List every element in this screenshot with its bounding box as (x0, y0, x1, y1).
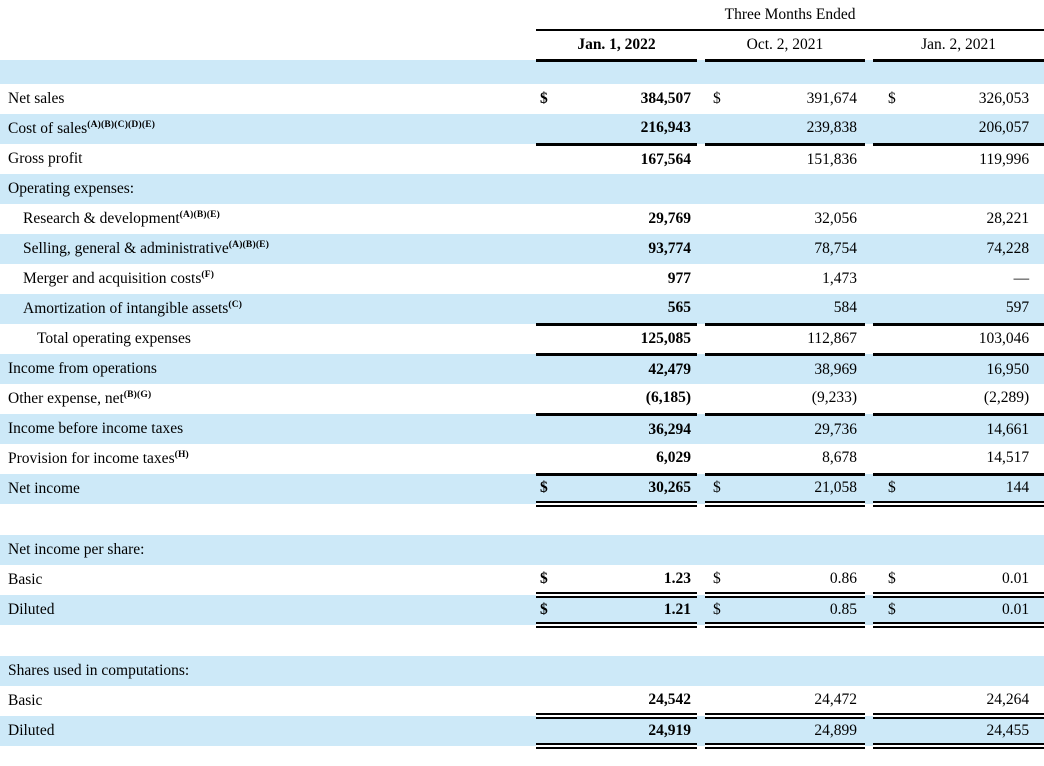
column-gap (865, 264, 873, 294)
currency-symbol-cell (705, 264, 731, 294)
table-row (0, 474, 1044, 504)
currency-symbol-cell: $ (540, 90, 548, 107)
cell-value: 144 (899, 474, 1044, 504)
row-label: Provision for income taxes (8, 450, 175, 467)
column-gap (865, 30, 873, 60)
row-label: Other expense, net (8, 390, 124, 407)
currency-symbol-cell (536, 444, 562, 474)
table-row (0, 174, 1044, 204)
cell-value: 42,479 (562, 354, 697, 384)
row-label-cell (0, 535, 536, 565)
column-gap (865, 60, 873, 84)
footnote-ref: (A)(B)(C)(D)(E) (87, 119, 156, 130)
column-gap (865, 234, 873, 264)
cell-value: 0.85 (731, 595, 865, 625)
cell-value: 29,769 (648, 210, 691, 227)
column-gap (697, 174, 705, 204)
column-gap (697, 30, 705, 60)
cell-value (731, 174, 865, 204)
currency-symbol-cell: $ (705, 474, 731, 504)
column-gap (865, 686, 873, 716)
period-header-row (0, 0, 1044, 30)
cell-value (899, 625, 1044, 656)
currency-symbol-cell (873, 535, 899, 565)
currency-symbol-cell (873, 144, 899, 174)
table-row (0, 144, 1044, 174)
cell-value (562, 535, 697, 565)
currency-symbol-cell (705, 716, 731, 746)
table-row (0, 535, 1044, 565)
currency-symbol-cell (873, 656, 899, 686)
row-label-cell (0, 144, 536, 174)
row-label: Operating expenses: (8, 180, 135, 197)
cell-value (899, 504, 1044, 535)
cell-value: — (1013, 270, 1030, 287)
column-header-jan-2-2021: Jan. 2, 2021 (873, 30, 1044, 60)
row-label-cell (0, 595, 536, 625)
cell-value (562, 504, 697, 535)
cell-value: 1,473 (822, 270, 857, 287)
cell-value: 1.23 (562, 565, 697, 595)
column-gap (697, 474, 705, 504)
row-label: Amortization of intangible assets (23, 300, 229, 317)
currency-symbol-cell: $ (713, 90, 721, 107)
currency-symbol-cell (705, 114, 731, 144)
column-gap (697, 354, 705, 384)
currency-symbol-cell: $ (705, 565, 731, 595)
cell-value: (9,233) (731, 384, 865, 414)
period-header: Three Months Ended (536, 0, 1044, 30)
table-row (0, 656, 1044, 686)
row-label-cell (0, 414, 536, 444)
column-gap (865, 474, 873, 504)
cell-value: 0.86 (731, 565, 865, 595)
column-header-oct-2-2021: Oct. 2, 2021 (705, 30, 865, 60)
table-row (0, 354, 1044, 384)
table-row (0, 444, 1044, 474)
cell-value: 74,228 (899, 234, 1044, 264)
column-gap (697, 535, 705, 565)
cell-value: 0.01 (899, 595, 1044, 625)
cell-value: 216,943 (562, 114, 697, 144)
currency-symbol-cell (705, 384, 731, 414)
column-gap (865, 384, 873, 414)
row-label-cell (0, 234, 536, 264)
cell-value: 8,678 (731, 444, 865, 474)
currency-symbol-cell (705, 354, 731, 384)
cell-value: 167,564 (640, 150, 691, 168)
cell-value: 103,046 (899, 324, 1044, 354)
currency-symbol-cell (536, 294, 562, 324)
table-row (0, 204, 1044, 234)
table-row (0, 84, 1044, 114)
currency-symbol-cell: $ (888, 90, 896, 107)
header-spacer-cell (0, 30, 536, 60)
spacer-row (0, 625, 1044, 656)
cell-value: 24,472 (731, 686, 865, 716)
column-gap (697, 565, 705, 595)
cell-value: 24,264 (899, 686, 1044, 716)
cell-value (899, 656, 1044, 686)
table-row (0, 234, 1044, 264)
currency-symbol-cell (536, 204, 562, 234)
row-label-cell (0, 60, 536, 84)
row-label-cell (0, 656, 536, 686)
column-gap (865, 444, 873, 474)
currency-symbol-cell (705, 294, 731, 324)
cell-value (562, 656, 697, 686)
currency-symbol-cell (873, 384, 899, 414)
currency-symbol-cell (873, 174, 899, 204)
table-row (0, 264, 1044, 294)
cell-value: 565 (562, 294, 697, 324)
currency-symbol-cell (873, 204, 899, 234)
column-gap (865, 535, 873, 565)
cell-value: 14,661 (899, 414, 1044, 444)
column-gap (865, 204, 873, 234)
table-row (0, 414, 1044, 444)
currency-symbol-cell (536, 625, 562, 656)
cell-value: 112,867 (731, 324, 865, 354)
column-gap (697, 504, 705, 535)
currency-symbol-cell (536, 504, 562, 535)
currency-symbol-cell (705, 686, 731, 716)
column-gap (697, 716, 705, 746)
row-label: Diluted (8, 601, 55, 618)
row-label: Net income (8, 480, 80, 497)
column-gap (865, 144, 873, 174)
column-gap (865, 354, 873, 384)
column-gap (697, 264, 705, 294)
footnote-ref: (F) (201, 269, 215, 280)
row-label: Shares used in computations: (8, 662, 190, 679)
cell-value: 326,053 (978, 90, 1030, 107)
spacer-row (0, 60, 1044, 84)
table-row (0, 324, 1044, 354)
cell-value: 24,899 (731, 716, 865, 746)
column-gap (865, 84, 873, 114)
row-label-cell (0, 354, 536, 384)
currency-symbol-cell: $ (536, 565, 562, 595)
footnote-ref: (C) (228, 299, 243, 310)
row-label-cell (0, 625, 536, 656)
cell-value (899, 535, 1044, 565)
column-gap (697, 625, 705, 656)
row-label: Diluted (8, 722, 55, 739)
cell-value: 206,057 (899, 114, 1044, 144)
column-header-jan-1-2022: Jan. 1, 2022 (536, 30, 697, 60)
row-label: Net sales (8, 90, 65, 107)
cell-value: 391,674 (806, 90, 857, 107)
currency-symbol-cell (536, 264, 562, 294)
currency-symbol-cell (536, 354, 562, 384)
currency-symbol-cell (536, 174, 562, 204)
column-gap (865, 625, 873, 656)
cell-value (731, 625, 865, 656)
row-label: Merger and acquisition costs (23, 270, 202, 287)
row-label: Income before income taxes (8, 420, 184, 437)
currency-symbol-cell (873, 60, 899, 84)
currency-symbol-cell (705, 414, 731, 444)
cell-value: (2,289) (899, 384, 1044, 414)
row-label-cell (0, 384, 536, 414)
currency-symbol-cell (536, 60, 562, 84)
row-label-cell (0, 444, 536, 474)
column-gap (697, 204, 705, 234)
column-gap (865, 565, 873, 595)
column-gap (697, 144, 705, 174)
column-gap (865, 174, 873, 204)
currency-symbol-cell (705, 60, 731, 84)
cell-value (731, 60, 865, 84)
cell-value (562, 174, 697, 204)
column-gap (697, 414, 705, 444)
row-label: Income from operations (8, 360, 157, 377)
table-row (0, 294, 1044, 324)
header-spacer-cell (0, 0, 536, 30)
currency-symbol-cell (873, 504, 899, 535)
column-gap (697, 444, 705, 474)
currency-symbol-cell: $ (536, 595, 562, 625)
row-label: Basic (8, 571, 43, 588)
cell-value: 32,056 (814, 210, 857, 227)
cell-value: 384,507 (640, 90, 691, 107)
currency-symbol-cell (536, 384, 562, 414)
cell-value: 977 (667, 270, 691, 287)
currency-symbol-cell (873, 716, 899, 746)
column-gap (697, 60, 705, 84)
row-label-cell (0, 474, 536, 504)
column-gap (697, 114, 705, 144)
cell-value: 36,294 (562, 414, 697, 444)
row-label-cell (0, 324, 536, 354)
row-label-cell (0, 686, 536, 716)
row-label: Cost of sales (8, 120, 88, 137)
footnote-ref: (B)(G) (123, 389, 152, 400)
cell-value: 584 (731, 294, 865, 324)
cell-value: (6,185) (562, 384, 697, 414)
column-gap (697, 234, 705, 264)
column-gap (697, 595, 705, 625)
row-label-cell (0, 174, 536, 204)
row-label-cell (0, 114, 536, 144)
cell-value: 151,836 (806, 150, 857, 168)
row-label: Gross profit (8, 150, 83, 167)
row-label: Total operating expenses (37, 330, 191, 347)
column-gap (697, 384, 705, 414)
currency-symbol-cell (873, 354, 899, 384)
currency-symbol-cell (873, 294, 899, 324)
currency-symbol-cell (873, 114, 899, 144)
currency-symbol-cell (873, 234, 899, 264)
currency-symbol-cell (705, 504, 731, 535)
footnote-ref: (A)(B)(E) (228, 239, 270, 250)
currency-symbol-cell (705, 444, 731, 474)
table-row (0, 384, 1044, 414)
cell-value: 14,517 (899, 444, 1044, 474)
table-row (0, 565, 1044, 595)
row-label-cell (0, 716, 536, 746)
table-row (0, 716, 1044, 746)
cell-value: 93,774 (562, 234, 697, 264)
spacer-row (0, 504, 1044, 535)
column-gap (697, 656, 705, 686)
currency-symbol-cell (536, 656, 562, 686)
cell-value: 1.21 (562, 595, 697, 625)
column-gap (697, 324, 705, 354)
currency-symbol-cell (536, 686, 562, 716)
currency-symbol-cell (705, 174, 731, 204)
row-label-cell (0, 565, 536, 595)
cell-value (731, 656, 865, 686)
cell-value: 16,950 (899, 354, 1044, 384)
cell-value: 597 (899, 294, 1044, 324)
currency-symbol-cell (705, 656, 731, 686)
footnote-ref: (H) (174, 449, 189, 460)
currency-symbol-cell: $ (873, 474, 899, 504)
cell-value: 24,542 (562, 686, 697, 716)
row-label: Net income per share: (8, 541, 145, 558)
row-label-cell (0, 84, 536, 114)
table-row (0, 114, 1044, 144)
cell-value: 0.01 (899, 565, 1044, 595)
cell-value: 24,919 (562, 716, 697, 746)
column-gap (865, 716, 873, 746)
currency-symbol-cell (536, 234, 562, 264)
column-gap (865, 114, 873, 144)
currency-symbol-cell (536, 716, 562, 746)
row-label-cell (0, 264, 536, 294)
currency-symbol-cell (873, 686, 899, 716)
cell-value: 21,058 (731, 474, 865, 504)
currency-symbol-cell (873, 444, 899, 474)
row-label-cell (0, 504, 536, 535)
cell-value: 6,029 (562, 444, 697, 474)
currency-symbol-cell (536, 114, 562, 144)
cell-value (731, 504, 865, 535)
currency-symbol-cell (873, 324, 899, 354)
currency-symbol-cell: $ (536, 474, 562, 504)
currency-symbol-cell (536, 414, 562, 444)
cell-value: 29,736 (731, 414, 865, 444)
column-gap (697, 686, 705, 716)
cell-value: 125,085 (562, 324, 697, 354)
cell-value: 30,265 (562, 474, 697, 504)
column-gap (865, 595, 873, 625)
column-gap (865, 324, 873, 354)
currency-symbol-cell (873, 414, 899, 444)
table-row (0, 686, 1044, 716)
currency-symbol-cell (873, 625, 899, 656)
column-gap (865, 294, 873, 324)
column-gap (865, 414, 873, 444)
cell-value: 119,996 (979, 150, 1030, 168)
row-label: Research & development (23, 210, 180, 227)
column-gap (865, 656, 873, 686)
table-row (0, 595, 1044, 625)
cell-value: 239,838 (731, 114, 865, 144)
row-label-cell (0, 294, 536, 324)
currency-symbol-cell (705, 324, 731, 354)
currency-symbol-cell (536, 324, 562, 354)
row-label: Basic (8, 692, 43, 709)
footnote-ref: (A)(B)(E) (179, 209, 220, 220)
currency-symbol-cell: $ (705, 595, 731, 625)
column-gap (697, 84, 705, 114)
currency-symbol-cell (705, 204, 731, 234)
row-label-cell (0, 204, 536, 234)
currency-symbol-cell: $ (873, 595, 899, 625)
column-gap (697, 294, 705, 324)
cell-value: 78,754 (731, 234, 865, 264)
cell-value (731, 535, 865, 565)
currency-symbol-cell (705, 144, 731, 174)
cell-value: 28,221 (986, 210, 1030, 227)
currency-symbol-cell (873, 264, 899, 294)
cell-value (899, 60, 1044, 84)
table-body (0, 60, 1044, 746)
currency-symbol-cell (705, 234, 731, 264)
currency-symbol-cell (705, 625, 731, 656)
cell-value: 24,455 (899, 716, 1044, 746)
currency-symbol-cell: $ (873, 565, 899, 595)
row-label: Selling, general & administrative (23, 240, 229, 257)
cell-value: 38,969 (731, 354, 865, 384)
currency-symbol-cell (536, 144, 562, 174)
column-gap (865, 504, 873, 535)
cell-value (899, 174, 1044, 204)
cell-value (562, 60, 697, 84)
column-header-row (0, 30, 1044, 60)
currency-symbol-cell (536, 535, 562, 565)
cell-value (562, 625, 697, 656)
currency-symbol-cell (705, 535, 731, 565)
